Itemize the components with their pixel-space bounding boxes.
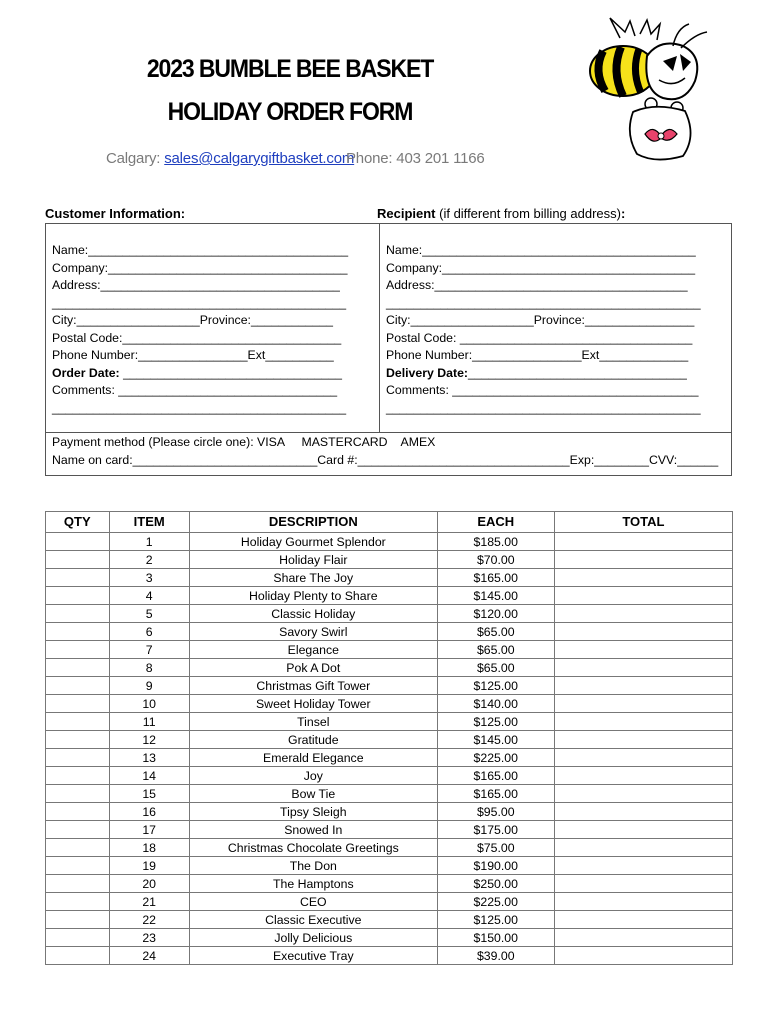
total-cell[interactable] xyxy=(554,875,732,893)
qty-cell[interactable] xyxy=(46,623,110,641)
description-cell: Tipsy Sleigh xyxy=(189,803,437,821)
recipient-heading xyxy=(377,206,625,221)
each-price-cell: $65.00 xyxy=(437,623,554,641)
table-row xyxy=(46,659,733,677)
description-cell: Holiday Gourmet Splendor xyxy=(189,533,437,551)
table-row xyxy=(46,677,733,695)
payment-divider xyxy=(45,432,732,433)
table-row xyxy=(46,929,733,947)
description-cell: Gratitude xyxy=(189,731,437,749)
total-cell[interactable] xyxy=(554,713,732,731)
total-cell[interactable] xyxy=(554,695,732,713)
description-cell: Joy xyxy=(189,767,437,785)
description-cell: Emerald Elegance xyxy=(189,749,437,767)
total-cell[interactable] xyxy=(554,533,732,551)
description-cell: Snowed In xyxy=(189,821,437,839)
item-number-cell: 16 xyxy=(109,803,189,821)
order-items-table xyxy=(45,511,733,965)
description-cell: Tinsel xyxy=(189,713,437,731)
total-cell[interactable] xyxy=(554,551,732,569)
qty-cell[interactable] xyxy=(46,893,110,911)
city-label: Calgary: xyxy=(106,150,165,167)
recipient-city-province-field[interactable]: City:__________________Province:________________ xyxy=(386,313,695,327)
each-price-cell: $75.00 xyxy=(437,839,554,857)
table-row xyxy=(46,821,733,839)
description-cell: The Don xyxy=(189,857,437,875)
table-row xyxy=(46,857,733,875)
qty-cell[interactable] xyxy=(46,551,110,569)
qty-cell[interactable] xyxy=(46,821,110,839)
description-cell: Christmas Gift Tower xyxy=(189,677,437,695)
contact-email-line xyxy=(106,150,354,167)
recipient-company-field[interactable]: Company:_____________________________________ xyxy=(386,260,696,275)
each-price-cell: $70.00 xyxy=(437,551,554,569)
each-price-cell: $165.00 xyxy=(437,785,554,803)
table-row xyxy=(46,641,733,659)
table-row xyxy=(46,749,733,767)
recipient-address-field-2[interactable]: ______________________________________________ xyxy=(386,295,701,310)
recipient-postal-field[interactable]: Postal Code: __________________________________ xyxy=(386,330,693,345)
item-header: ITEM xyxy=(109,512,189,533)
recipient-heading-note: (if different from billing address) xyxy=(435,206,621,221)
item-number-cell: 9 xyxy=(109,677,189,695)
total-cell[interactable] xyxy=(554,605,732,623)
table-row xyxy=(46,839,733,857)
total-cell[interactable] xyxy=(554,569,732,587)
each-price-cell: $140.00 xyxy=(437,695,554,713)
each-price-cell: $150.00 xyxy=(437,929,554,947)
item-number-cell: 22 xyxy=(109,911,189,929)
each-price-cell: $125.00 xyxy=(437,677,554,695)
qty-cell[interactable] xyxy=(46,767,110,785)
recipient-name-field[interactable]: Name:________________________________________ xyxy=(386,243,696,257)
order-date-label: Order Date: xyxy=(52,365,120,380)
table-row xyxy=(46,767,733,785)
item-number-cell: 4 xyxy=(109,587,189,605)
description-cell: Pok A Dot xyxy=(189,659,437,677)
payment-method-line[interactable]: Payment method (Please circle one): VISA MASTERCARD AMEX xyxy=(52,435,436,449)
qty-cell[interactable] xyxy=(46,695,110,713)
recipient-address-field[interactable]: Address:_____________________________________ xyxy=(386,278,688,292)
description-header: DESCRIPTION xyxy=(189,512,437,533)
total-cell[interactable] xyxy=(554,641,732,659)
customer-info-heading: Customer Information: xyxy=(45,206,186,221)
total-cell[interactable] xyxy=(554,767,732,785)
qty-cell[interactable] xyxy=(46,929,110,947)
table-row xyxy=(46,893,733,911)
qty-cell[interactable] xyxy=(46,839,110,857)
item-number-cell: 18 xyxy=(109,839,189,857)
customer-postal-field[interactable]: Postal Code:________________________________ xyxy=(52,330,342,345)
total-cell[interactable] xyxy=(554,677,732,695)
customer-fields xyxy=(52,242,348,417)
card-details-line[interactable]: Name on card:___________________________Card #:_______________________________Exp:________CVV:______ xyxy=(52,453,719,467)
item-number-cell: 2 xyxy=(109,551,189,569)
recipient-fields xyxy=(386,242,701,417)
recipient-comments-field[interactable]: Comments: ____________________________________ xyxy=(386,383,699,397)
item-number-cell: 3 xyxy=(109,569,189,587)
total-cell[interactable] xyxy=(554,785,732,803)
each-price-cell: $125.00 xyxy=(437,911,554,929)
table-row xyxy=(46,947,733,965)
item-number-cell: 10 xyxy=(109,695,189,713)
bumble-bee-logo xyxy=(585,16,745,164)
recipient-heading-bold: Recipient xyxy=(377,206,436,221)
table-row xyxy=(46,605,733,623)
customer-comments-field[interactable]: Comments: ________________________________ xyxy=(52,383,338,397)
item-number-cell: 12 xyxy=(109,731,189,749)
description-cell: Holiday Plenty to Share xyxy=(189,587,437,605)
each-price-cell: $185.00 xyxy=(437,533,554,551)
customer-company-field[interactable]: Company:___________________________________ xyxy=(52,260,348,275)
qty-cell[interactable] xyxy=(46,659,110,677)
qty-cell[interactable] xyxy=(46,641,110,659)
table-row xyxy=(46,695,733,713)
description-cell: Holiday Flair xyxy=(189,551,437,569)
form-title-line-1: 2023 BUMBLE BEE BASKET xyxy=(146,55,434,83)
table-row xyxy=(46,731,733,749)
description-cell: Executive Tray xyxy=(189,947,437,965)
email-link[interactable]: sales@calgarygiftbasket.com xyxy=(164,150,355,167)
description-cell: Share The Joy xyxy=(189,569,437,587)
description-cell: Classic Holiday xyxy=(189,605,437,623)
description-cell: The Hamptons xyxy=(189,875,437,893)
qty-cell[interactable] xyxy=(46,857,110,875)
each-price-cell: $125.00 xyxy=(437,713,554,731)
description-cell: Bow Tie xyxy=(189,785,437,803)
description-cell: Jolly Delicious xyxy=(189,929,437,947)
table-row xyxy=(46,875,733,893)
table-row xyxy=(46,911,733,929)
each-price-cell: $250.00 xyxy=(437,875,554,893)
table-row xyxy=(46,551,733,569)
each-price-cell: $120.00 xyxy=(437,605,554,623)
order-date-line: ________________________________ xyxy=(119,365,342,380)
recipient-comments-field-2[interactable]: ______________________________________________ xyxy=(386,400,701,415)
qty-cell[interactable] xyxy=(46,569,110,587)
total-cell[interactable] xyxy=(554,947,732,965)
total-cell[interactable] xyxy=(554,587,732,605)
total-cell[interactable] xyxy=(554,623,732,641)
total-cell[interactable] xyxy=(554,893,732,911)
total-cell[interactable] xyxy=(554,803,732,821)
customer-address-field[interactable]: Address:___________________________________ xyxy=(52,278,340,292)
qty-cell[interactable] xyxy=(46,875,110,893)
item-number-cell: 7 xyxy=(109,641,189,659)
total-cell[interactable] xyxy=(554,659,732,677)
description-cell: Savory Swirl xyxy=(189,623,437,641)
customer-address-field-2[interactable]: ___________________________________________ xyxy=(52,295,347,310)
item-number-cell: 14 xyxy=(109,767,189,785)
item-number-cell: 11 xyxy=(109,713,189,731)
item-number-cell: 20 xyxy=(109,875,189,893)
each-price-cell: $225.00 xyxy=(437,749,554,767)
each-price-cell: $39.00 xyxy=(437,947,554,965)
table-row xyxy=(46,713,733,731)
qty-cell[interactable] xyxy=(46,713,110,731)
each-price-cell: $145.00 xyxy=(437,587,554,605)
each-price-cell: $95.00 xyxy=(437,803,554,821)
each-price-cell: $225.00 xyxy=(437,893,554,911)
customer-phone-field[interactable]: Phone Number:________________Ext__________ xyxy=(52,348,334,362)
total-cell[interactable] xyxy=(554,731,732,749)
each-price-cell: $65.00 xyxy=(437,641,554,659)
item-number-cell: 24 xyxy=(109,947,189,965)
table-row xyxy=(46,533,733,551)
info-divider xyxy=(379,223,380,433)
delivery-date-line: ________________________________ xyxy=(468,365,687,380)
each-price-cell: $175.00 xyxy=(437,821,554,839)
qty-cell[interactable] xyxy=(46,749,110,767)
total-header: TOTAL xyxy=(554,512,732,533)
each-price-cell: $65.00 xyxy=(437,659,554,677)
description-cell: Christmas Chocolate Greetings xyxy=(189,839,437,857)
total-cell[interactable] xyxy=(554,857,732,875)
item-number-cell: 23 xyxy=(109,929,189,947)
customer-city-province-field[interactable]: City:__________________Province:____________ xyxy=(52,313,334,327)
table-header-row xyxy=(46,512,733,533)
customer-name-field[interactable]: Name:______________________________________ xyxy=(52,243,349,257)
qty-cell[interactable] xyxy=(46,677,110,695)
each-header: EACH xyxy=(437,512,554,533)
table-row xyxy=(46,623,733,641)
table-row xyxy=(46,587,733,605)
each-price-cell: $145.00 xyxy=(437,731,554,749)
description-cell: Classic Executive xyxy=(189,911,437,929)
qty-cell[interactable] xyxy=(46,587,110,605)
description-cell: Sweet Holiday Tower xyxy=(189,695,437,713)
contact-phone: Phone: 403 201 1166 xyxy=(346,150,485,167)
item-number-cell: 8 xyxy=(109,659,189,677)
total-cell[interactable] xyxy=(554,929,732,947)
table-row xyxy=(46,569,733,587)
description-cell: Elegance xyxy=(189,641,437,659)
item-number-cell: 17 xyxy=(109,821,189,839)
total-cell[interactable] xyxy=(554,839,732,857)
qty-cell[interactable] xyxy=(46,803,110,821)
item-number-cell: 13 xyxy=(109,749,189,767)
item-number-cell: 1 xyxy=(109,533,189,551)
total-cell[interactable] xyxy=(554,749,732,767)
table-row xyxy=(46,803,733,821)
qty-cell[interactable] xyxy=(46,605,110,623)
order-date-field[interactable] xyxy=(52,365,348,383)
recipient-heading-colon: : xyxy=(620,206,626,221)
table-row xyxy=(46,785,733,803)
delivery-date-field[interactable] xyxy=(386,365,701,383)
description-cell: CEO xyxy=(189,893,437,911)
delivery-date-label: Delivery Date: xyxy=(386,365,469,380)
customer-comments-field-2[interactable]: ___________________________________________ xyxy=(52,400,347,415)
recipient-phone-field[interactable]: Phone Number:________________Ext_____________ xyxy=(386,348,689,362)
item-number-cell: 6 xyxy=(109,623,189,641)
each-price-cell: $190.00 xyxy=(437,857,554,875)
qty-cell[interactable] xyxy=(46,947,110,965)
qty-cell[interactable] xyxy=(46,533,110,551)
item-number-cell: 15 xyxy=(109,785,189,803)
item-number-cell: 21 xyxy=(109,893,189,911)
qty-cell[interactable] xyxy=(46,785,110,803)
each-price-cell: $165.00 xyxy=(437,569,554,587)
qty-cell[interactable] xyxy=(46,731,110,749)
total-cell[interactable] xyxy=(554,911,732,929)
item-rows xyxy=(46,533,733,965)
item-number-cell: 5 xyxy=(109,605,189,623)
item-number-cell: 19 xyxy=(109,857,189,875)
qty-cell[interactable] xyxy=(46,911,110,929)
form-title-line-2: HOLIDAY ORDER FORM xyxy=(167,98,413,126)
each-price-cell: $165.00 xyxy=(437,767,554,785)
total-cell[interactable] xyxy=(554,821,732,839)
qty-header: QTY xyxy=(46,512,110,533)
